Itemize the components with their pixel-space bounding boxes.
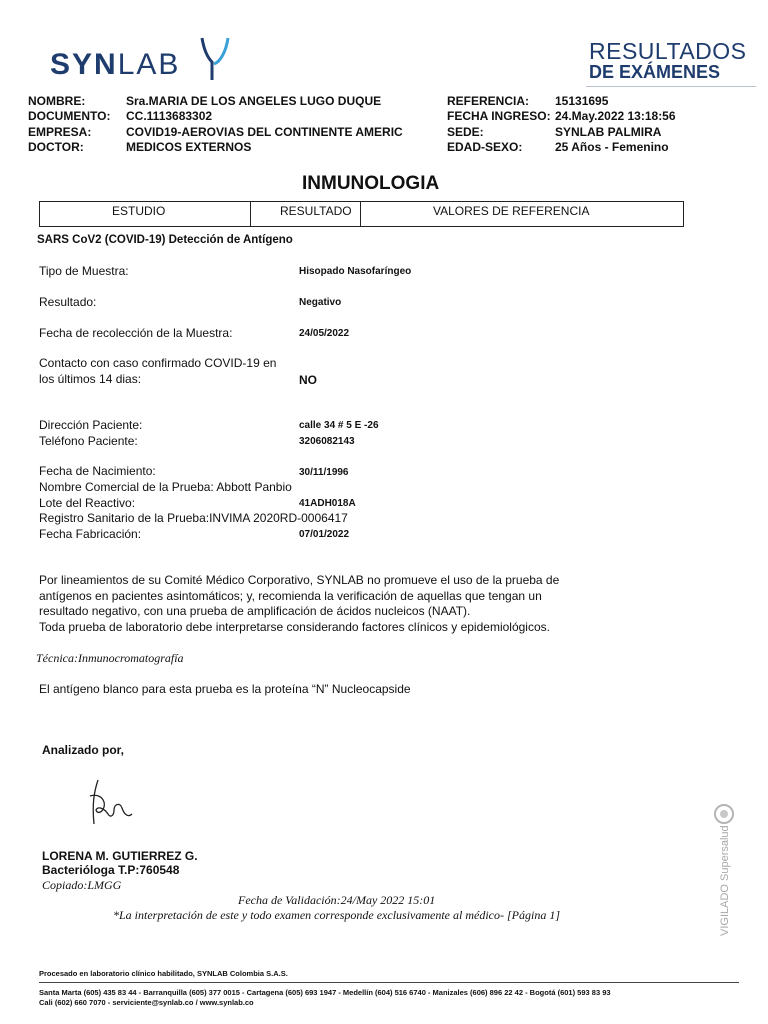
patient-label: DOCTOR:	[28, 140, 84, 154]
tipo-muestra-value: Hisopado Nasofaríngeo	[299, 266, 412, 277]
logo-lab: LAB	[117, 48, 181, 81]
col-resultado: RESULTADO	[280, 204, 352, 218]
footer-contacts-line2: Cali (602) 660 7070 - serviciente@synlab.co / www.synlab.co	[39, 998, 254, 1007]
lote-label: Lote del Reactivo:	[39, 496, 136, 510]
patient-label: EDAD-SEXO:	[447, 140, 523, 154]
section-title: INMUNOLOGIA	[302, 173, 440, 194]
patient-label: NOMBRE:	[28, 94, 86, 108]
vigilado-supersalud-icon	[708, 800, 742, 940]
resultado-label: Resultado:	[39, 295, 97, 309]
patient-label: SEDE:	[447, 125, 484, 139]
synlab-logo-icon	[198, 36, 234, 82]
resultado-value: Negativo	[299, 297, 342, 308]
fecha-recoleccion-label: Fecha de recolección de la Muestra:	[39, 326, 233, 340]
patient-value: 25 Años - Femenino	[555, 140, 669, 154]
analyst-role: Bacterióloga T.P:760548	[42, 863, 180, 877]
procesado-text: Procesado en laboratorio clínico habilitado, SYNLAB Colombia S.A.S.	[39, 969, 288, 978]
patient-value: 15131695	[555, 94, 609, 108]
patient-label: FECHA INGRESO:	[447, 109, 551, 123]
guideline-paragraph: Por lineamientos de su Comité Médico Corporativo, SYNLAB no promueve el uso de la prueba de antígenos en pacientes asintomáticos; y, recomienda la verificación de aquellas que tengan un resultado negativo, con una prueba de amplificación de ácidos nucleicos (NAAT). Toda prueba de laboratorio debe interpretarse considerando factores clínicos y epidemiológicos.	[39, 573, 560, 634]
tecnica-text: Técnica:Inmunocromatografía	[36, 651, 184, 665]
fecha-recoleccion-value: 24/05/2022	[299, 328, 350, 339]
copiado-text: Copiado:LMGG	[42, 878, 122, 892]
patient-value: MEDICOS EXTERNOS	[126, 140, 252, 154]
patient-value: Sra.MARIA DE LOS ANGELES LUGO DUQUE	[126, 94, 382, 108]
interpretacion-note: *La interpretación de este y todo examen corresponde exclusivamente al médico- [Página 1]	[113, 908, 560, 922]
header-resultados: RESULTADOS	[589, 38, 747, 64]
results-table-header	[39, 201, 684, 227]
patient-value: SYNLAB PALMIRA	[555, 125, 662, 139]
col-estudio: ESTUDIO	[112, 204, 166, 218]
nombre-comercial: Nombre Comercial de la Prueba: Abbott Panbio	[39, 480, 292, 494]
contacto-label: Contacto con caso confirmado COVID-19 en	[39, 356, 277, 370]
analyst-name: LORENA M. GUTIERREZ G.	[42, 849, 198, 863]
patient-label: REFERENCIA:	[447, 94, 530, 108]
patient-value: CC.1113683302	[126, 109, 213, 123]
fecha-validacion: Fecha de Validación:24/May 2022 15:01	[238, 893, 436, 907]
tipo-muestra-label: Tipo de Muestra:	[39, 264, 129, 278]
synlab-logo	[50, 48, 180, 82]
registro-sanitario: Registro Sanitario de la Prueba:INVIMA 2020RD-0006417	[39, 511, 348, 525]
col-divider	[250, 202, 251, 226]
nacimiento-value: 30/11/1996	[299, 467, 349, 478]
logo-syn: SYN	[50, 48, 118, 81]
test-title: SARS CoV2 (COVID-19) Detección de Antígeno	[37, 234, 293, 246]
lote-value: 41ADH018A	[299, 498, 356, 509]
fabricacion-value: 07/01/2022	[299, 529, 350, 540]
direccion-label: Dirección Paciente:	[39, 418, 143, 432]
telefono-label: Teléfono Paciente:	[39, 434, 138, 448]
nacimiento-label: Fecha de Nacimiento:	[39, 464, 156, 478]
header-divider	[586, 86, 756, 87]
analizado-por: Analizado por,	[42, 743, 125, 757]
signature-icon	[86, 774, 136, 832]
header-examenes: DE EXÁMENES	[589, 62, 721, 82]
antigeno-text: El antígeno blanco para esta prueba es la proteína “N” Nucleocapside	[39, 682, 411, 696]
patient-label: EMPRESA:	[28, 125, 92, 139]
footer-divider	[39, 982, 739, 983]
direccion-value: calle 34 # 5 E -26	[299, 420, 379, 431]
svg-text:VIGILADO Supersalud: VIGILADO Supersalud	[719, 825, 731, 936]
col-valores: VALORES DE REFERENCIA	[433, 204, 590, 218]
col-divider	[360, 202, 361, 226]
contacto-value: NO	[299, 373, 317, 387]
patient-value: COVID19-AEROVIAS DEL CONTINENTE AMERIC	[126, 125, 403, 139]
patient-value: 24.May.2022 13:18:56	[555, 109, 676, 123]
footer-contacts-line1: Santa Marta (605) 435 83 44 - Barranquilla (605) 377 0015 - Cartagena (605) 693 1947 - Medellín (604) 516 6740 - Manizales (606) 896 22 42 - Bogotá (601) 593 83 93	[39, 988, 611, 997]
telefono-value: 3206082143	[299, 436, 355, 447]
fabricacion-label: Fecha Fabricación:	[39, 527, 142, 541]
patient-label: DOCUMENTO:	[28, 109, 111, 123]
contacto-label-2: los últimos 14 dias:	[39, 372, 142, 386]
